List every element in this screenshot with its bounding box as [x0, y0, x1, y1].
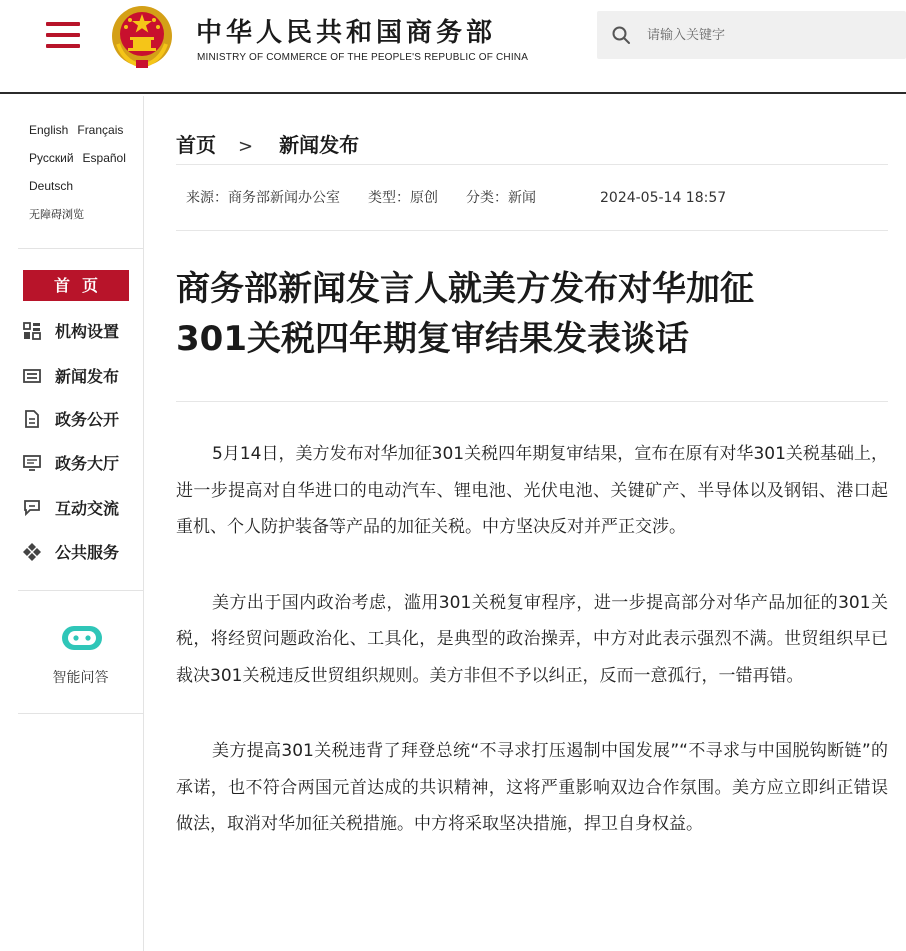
site-title: 中华人民共和国商务部 [196, 18, 497, 48]
search-icon[interactable] [611, 25, 631, 45]
national-emblem-icon[interactable] [110, 4, 174, 70]
article-paragraph: 美方提高301关税违背了拜登总统“不寻求打压遏制中国发展”“不寻求与中国脱钩断链”的承诺，也不符合两国元首达成的共识精神，这将严重影响双边合作氛围。美方应立即纠正错误做法，取消对华加征关税措施。中方将采取坚决措施，捍卫自身权益。 [176, 741, 888, 834]
article-paragraph: 5月14日，美方发布对华加征301关税四年期复审结果，宣布在原有对华301关税基础上，进一步提高对自华进口的电动汽车、锂电池、光伏电池、关键矿产、半导体以及钢铝、港口起重机、个人防护装备等产品的加征关税。中方坚决反对并严正交涉。 [176, 444, 888, 537]
service-diamond-icon [22, 542, 42, 562]
sidebar-item-label: 机构设置 [55, 322, 120, 341]
article-meta [186, 187, 754, 207]
chat-icon [22, 498, 42, 518]
lang-german-link[interactable]: Deutsch [29, 179, 74, 193]
meta-type: 类型：原创 [368, 190, 438, 206]
breadcrumb-home-link[interactable]: 首页 [176, 133, 216, 157]
accessibility-link[interactable]: 无障碍浏览 [29, 208, 84, 221]
ai-assistant-label[interactable]: 智能问答 [52, 670, 109, 686]
article-title-line: 301关税四年期复审结果发表谈话 [176, 319, 689, 359]
meta-source: 来源：商务部新闻办公室 [186, 190, 340, 206]
sidebar-item-news[interactable] [22, 363, 142, 389]
sidebar [0, 96, 144, 951]
breadcrumb [176, 129, 359, 155]
home-button[interactable]: 首页 [23, 270, 129, 301]
article-paragraph: 美方出于国内政治考虑，滥用301关税复审程序，进一步提高部分对华产品加征的301关税，将经贸问题政治化、工具化，是典型的政治操弄，中方对此表示强烈不满。世贸组织早已裁决301关税违反世贸组织规则。美方非但不予以纠正，反而一意孤行，一错再错。 [176, 592, 888, 686]
org-grid-icon [22, 321, 42, 341]
article-body [176, 436, 888, 882]
document-icon [22, 409, 42, 429]
article-title [176, 264, 888, 364]
search-input[interactable] [647, 23, 897, 47]
menu-bar [46, 33, 80, 37]
sidebar-item-gov-affairs[interactable] [22, 406, 142, 432]
sidebar-item-label: 新闻发布 [55, 367, 120, 386]
sidebar-item-label: 政务大厅 [55, 454, 120, 473]
sidebar-item-label: 公共服务 [55, 543, 120, 562]
sidebar-item-label: 政务公开 [55, 410, 120, 429]
lang-spanish-link[interactable]: Español [82, 151, 126, 165]
menu-bar [46, 22, 80, 26]
sidebar-item-label: 互动交流 [55, 499, 120, 518]
lang-english-link[interactable]: English [29, 123, 69, 137]
sidebar-divider [18, 248, 143, 249]
search-box [597, 11, 906, 59]
sidebar-item-organization[interactable] [22, 318, 142, 344]
divider [176, 164, 888, 165]
meta-date: 2024-05-14 18:57 [600, 190, 727, 206]
divider [176, 401, 888, 402]
menu-icon[interactable] [46, 22, 80, 48]
site-header [0, 0, 906, 94]
menu-bar [46, 44, 80, 48]
lang-french-link[interactable]: Français [77, 123, 124, 137]
lang-russian-link[interactable]: Русский [29, 151, 74, 165]
news-list-icon [22, 366, 42, 386]
chevron-right-icon: > [238, 136, 254, 157]
sidebar-item-public-service[interactable] [22, 539, 142, 565]
article-title-line: 商务部新闻发言人就美方发布对华加征 [176, 269, 754, 309]
sidebar-item-interaction[interactable] [22, 495, 142, 521]
language-switcher [29, 122, 141, 234]
breadcrumb-current[interactable]: 新闻发布 [279, 133, 360, 157]
robot-assistant-icon[interactable] [59, 623, 105, 653]
monitor-icon [22, 453, 42, 473]
divider [176, 230, 888, 231]
sidebar-item-service-hall[interactable] [22, 450, 142, 476]
site-subtitle: MINISTRY OF COMMERCE OF THE PEOPLE'S REPUBLIC OF CHINA [197, 52, 529, 63]
ai-assistant-panel [18, 590, 143, 714]
meta-category: 分类：新闻 [466, 190, 536, 206]
